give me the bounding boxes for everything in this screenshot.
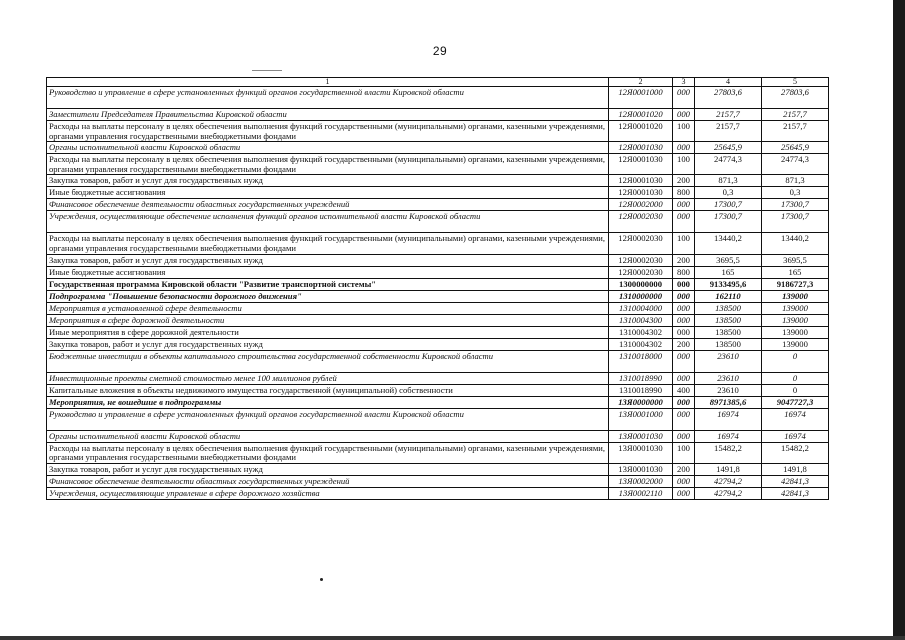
row-value-2: 3695,5	[762, 254, 829, 266]
row-name: Учреждения, осуществляющие обеспечение исполнения функций органов исполнительной власти Кировской области	[47, 211, 609, 233]
row-code: 13Я0002000	[609, 475, 673, 487]
table-row	[47, 396, 829, 408]
row-code: 12Я0002030	[609, 211, 673, 233]
header-cell-name: 1	[47, 78, 609, 87]
row-name: Закупка товаров, работ и услуг для государственных нужд	[47, 175, 609, 187]
row-name: Органы исполнительной власти Кировской области	[47, 430, 609, 442]
row-name: Бюджетные инвестиции в объекты капитального строительства государственной собственности Кировской области	[47, 350, 609, 372]
table-row	[47, 372, 829, 384]
table-row	[47, 487, 829, 499]
row-type: 000	[673, 142, 695, 154]
row-name: Мероприятия в установленной сфере деятельности	[47, 302, 609, 314]
row-name: Капитальные вложения в объекты недвижимого имущества государственной (муниципальной) собственности	[47, 384, 609, 396]
row-value-2: 0	[762, 350, 829, 372]
row-code: 1310018990	[609, 384, 673, 396]
scan-mark	[252, 70, 282, 71]
row-code: 1310004302	[609, 338, 673, 350]
row-value-2: 24774,3	[762, 154, 829, 175]
row-value-1: 1491,8	[695, 463, 762, 475]
row-type: 100	[673, 121, 695, 142]
row-code: 12Я0002000	[609, 199, 673, 211]
row-code: 1310000000	[609, 290, 673, 302]
row-code: 12Я0001020	[609, 109, 673, 121]
row-value-1: 9133495,6	[695, 278, 762, 290]
row-code: 13Я0000000	[609, 396, 673, 408]
row-name: Закупка товаров, работ и услуг для государственных нужд	[47, 338, 609, 350]
row-type: 000	[673, 408, 695, 430]
row-value-2: 15482,2	[762, 442, 829, 463]
row-name: Финансовое обеспечение деятельности областных государственных учреждений	[47, 199, 609, 211]
row-name: Расходы на выплаты персоналу в целях обеспечения выполнения функций государственными (муниципальными) органами, казенными учреждениями, органами управления государственными внебюджетными фондами	[47, 442, 609, 463]
table-row	[47, 338, 829, 350]
table-row	[47, 326, 829, 338]
row-type: 200	[673, 463, 695, 475]
row-value-1: 42794,2	[695, 487, 762, 499]
table-row	[47, 475, 829, 487]
row-type: 800	[673, 266, 695, 278]
row-type: 000	[673, 199, 695, 211]
row-type: 000	[673, 278, 695, 290]
scan-speck	[320, 578, 323, 581]
row-name: Учреждения, осуществляющие управление в сфере дорожного хозяйства	[47, 487, 609, 499]
row-code: 12Я0001030	[609, 154, 673, 175]
row-code: 12Я0001020	[609, 121, 673, 142]
row-value-1: 15482,2	[695, 442, 762, 463]
row-type: 000	[673, 487, 695, 499]
row-code: 12Я0001000	[609, 87, 673, 109]
table-row	[47, 154, 829, 175]
row-value-1: 23610	[695, 372, 762, 384]
row-type: 000	[673, 109, 695, 121]
row-code: 1300000000	[609, 278, 673, 290]
table-row	[47, 254, 829, 266]
row-value-2: 0	[762, 372, 829, 384]
row-value-1: 25645,9	[695, 142, 762, 154]
row-value-2: 139000	[762, 338, 829, 350]
table-row	[47, 290, 829, 302]
table-row	[47, 302, 829, 314]
row-name: Мероприятия в сфере дорожной деятельности	[47, 314, 609, 326]
row-value-1: 162110	[695, 290, 762, 302]
header-cell-code: 2	[609, 78, 673, 87]
row-value-1: 23610	[695, 384, 762, 396]
row-value-1: 3695,5	[695, 254, 762, 266]
row-name: Руководство и управление в сфере установленных функций органов государственной власти Кировской области	[47, 408, 609, 430]
row-name: Заместители Председателя Правительства Кировской области	[47, 109, 609, 121]
row-type: 000	[673, 430, 695, 442]
row-code: 12Я0002030	[609, 233, 673, 254]
row-code: 13Я0001030	[609, 442, 673, 463]
row-name: Иные мероприятия в сфере дорожной деятельности	[47, 326, 609, 338]
row-type: 200	[673, 254, 695, 266]
table-row	[47, 233, 829, 254]
row-name: Руководство и управление в сфере установленных функций органов государственной власти Кировской области	[47, 87, 609, 109]
table-row	[47, 442, 829, 463]
row-value-2: 1491,8	[762, 463, 829, 475]
row-code: 12Я0002030	[609, 254, 673, 266]
row-value-2: 0,3	[762, 187, 829, 199]
table-row	[47, 384, 829, 396]
row-type: 000	[673, 87, 695, 109]
table-row	[47, 266, 829, 278]
row-code: 1310004000	[609, 302, 673, 314]
row-name: Закупка товаров, работ и услуг для государственных нужд	[47, 254, 609, 266]
table-row	[47, 211, 829, 233]
table-row	[47, 187, 829, 199]
row-value-2: 139000	[762, 290, 829, 302]
row-value-2: 9186727,3	[762, 278, 829, 290]
row-value-2: 139000	[762, 302, 829, 314]
row-code: 12Я0001030	[609, 142, 673, 154]
table-row	[47, 314, 829, 326]
row-code: 13Я0002110	[609, 487, 673, 499]
row-name: Иные бюджетные ассигнования	[47, 266, 609, 278]
row-type: 200	[673, 338, 695, 350]
scan-edge-right	[893, 0, 905, 640]
row-name: Органы исполнительной власти Кировской области	[47, 142, 609, 154]
row-name: Иные бюджетные ассигнования	[47, 187, 609, 199]
table-row	[47, 278, 829, 290]
row-type: 000	[673, 396, 695, 408]
budget-table	[46, 77, 829, 500]
row-type: 000	[673, 314, 695, 326]
row-value-1: 23610	[695, 350, 762, 372]
row-name: Финансовое обеспечение деятельности областных государственных учреждений	[47, 475, 609, 487]
row-code: 12Я0001030	[609, 187, 673, 199]
table-row	[47, 430, 829, 442]
table-row	[47, 109, 829, 121]
row-name: Закупка товаров, работ и услуг для государственных нужд	[47, 463, 609, 475]
row-value-1: 27803,6	[695, 87, 762, 109]
row-type: 100	[673, 154, 695, 175]
row-code: 13Я0001030	[609, 463, 673, 475]
header-cell-type: 3	[673, 78, 695, 87]
row-value-2: 2157,7	[762, 109, 829, 121]
header-cell-value-1: 4	[695, 78, 762, 87]
page-number: 29	[432, 44, 448, 58]
row-type: 200	[673, 175, 695, 187]
row-type: 800	[673, 187, 695, 199]
row-value-1: 138500	[695, 326, 762, 338]
row-value-2: 165	[762, 266, 829, 278]
row-code: 1310018990	[609, 372, 673, 384]
row-value-2: 17300,7	[762, 211, 829, 233]
header-cell-value-2: 5	[762, 78, 829, 87]
row-name: Расходы на выплаты персоналу в целях обеспечения выполнения функций государственными (муниципальными) органами, казенными учреждениями, органами управления государственными внебюджетными фондами	[47, 121, 609, 142]
row-value-1: 8971385,6	[695, 396, 762, 408]
row-value-1: 24774,3	[695, 154, 762, 175]
table-row	[47, 175, 829, 187]
row-type: 400	[673, 384, 695, 396]
table-row	[47, 408, 829, 430]
table-row	[47, 142, 829, 154]
row-value-2: 13440,2	[762, 233, 829, 254]
row-value-1: 16974	[695, 430, 762, 442]
row-type: 100	[673, 233, 695, 254]
row-type: 000	[673, 350, 695, 372]
row-type: 000	[673, 290, 695, 302]
row-name: Мероприятия, не вошедшие в подпрограммы	[47, 396, 609, 408]
row-value-2: 25645,9	[762, 142, 829, 154]
row-value-1: 165	[695, 266, 762, 278]
row-code: 1310004300	[609, 314, 673, 326]
row-value-2: 9047727,3	[762, 396, 829, 408]
row-value-1: 138500	[695, 302, 762, 314]
row-code: 1310018000	[609, 350, 673, 372]
row-value-1: 17300,7	[695, 211, 762, 233]
table-row	[47, 199, 829, 211]
row-code: 12Я0001030	[609, 175, 673, 187]
table-row	[47, 121, 829, 142]
row-code: 12Я0002030	[609, 266, 673, 278]
row-type: 000	[673, 211, 695, 233]
row-name: Подпрограмма "Повышение безопасности дорожного движения"	[47, 290, 609, 302]
row-value-2: 139000	[762, 314, 829, 326]
row-value-2: 16974	[762, 408, 829, 430]
row-value-1: 2157,7	[695, 109, 762, 121]
row-type: 000	[673, 326, 695, 338]
row-value-2: 139000	[762, 326, 829, 338]
row-type: 100	[673, 442, 695, 463]
row-value-2: 16974	[762, 430, 829, 442]
row-name: Государственная программа Кировской области "Развитие транспортной системы"	[47, 278, 609, 290]
row-type: 000	[673, 302, 695, 314]
row-code: 13Я0001000	[609, 408, 673, 430]
row-value-2: 2157,7	[762, 121, 829, 142]
row-type: 000	[673, 475, 695, 487]
row-value-2: 871,3	[762, 175, 829, 187]
row-value-1: 138500	[695, 338, 762, 350]
row-value-1: 17300,7	[695, 199, 762, 211]
row-value-2: 42841,3	[762, 475, 829, 487]
row-code: 13Я0001030	[609, 430, 673, 442]
table-header-row	[47, 78, 829, 87]
row-value-2: 0	[762, 384, 829, 396]
row-name: Расходы на выплаты персоналу в целях обеспечения выполнения функций государственными (муниципальными) органами, казенными учреждениями, органами управления государственными внебюджетными фондами	[47, 154, 609, 175]
row-value-2: 27803,6	[762, 87, 829, 109]
row-value-1: 138500	[695, 314, 762, 326]
row-code: 1310004302	[609, 326, 673, 338]
row-value-1: 13440,2	[695, 233, 762, 254]
row-type: 000	[673, 372, 695, 384]
row-value-1: 871,3	[695, 175, 762, 187]
row-value-1: 2157,7	[695, 121, 762, 142]
table-row	[47, 350, 829, 372]
table-row	[47, 87, 829, 109]
row-value-1: 42794,2	[695, 475, 762, 487]
row-name: Расходы на выплаты персоналу в целях обеспечения выполнения функций государственными (муниципальными) органами, казенными учреждениями, органами управления государственными внебюджетными фондами	[47, 233, 609, 254]
table-row	[47, 463, 829, 475]
scan-edge-bottom	[0, 636, 905, 640]
row-value-2: 17300,7	[762, 199, 829, 211]
row-value-1: 0,3	[695, 187, 762, 199]
row-name: Инвестиционные проекты сметной стоимостью менее 100 миллионов рублей	[47, 372, 609, 384]
row-value-2: 42841,3	[762, 487, 829, 499]
row-value-1: 16974	[695, 408, 762, 430]
